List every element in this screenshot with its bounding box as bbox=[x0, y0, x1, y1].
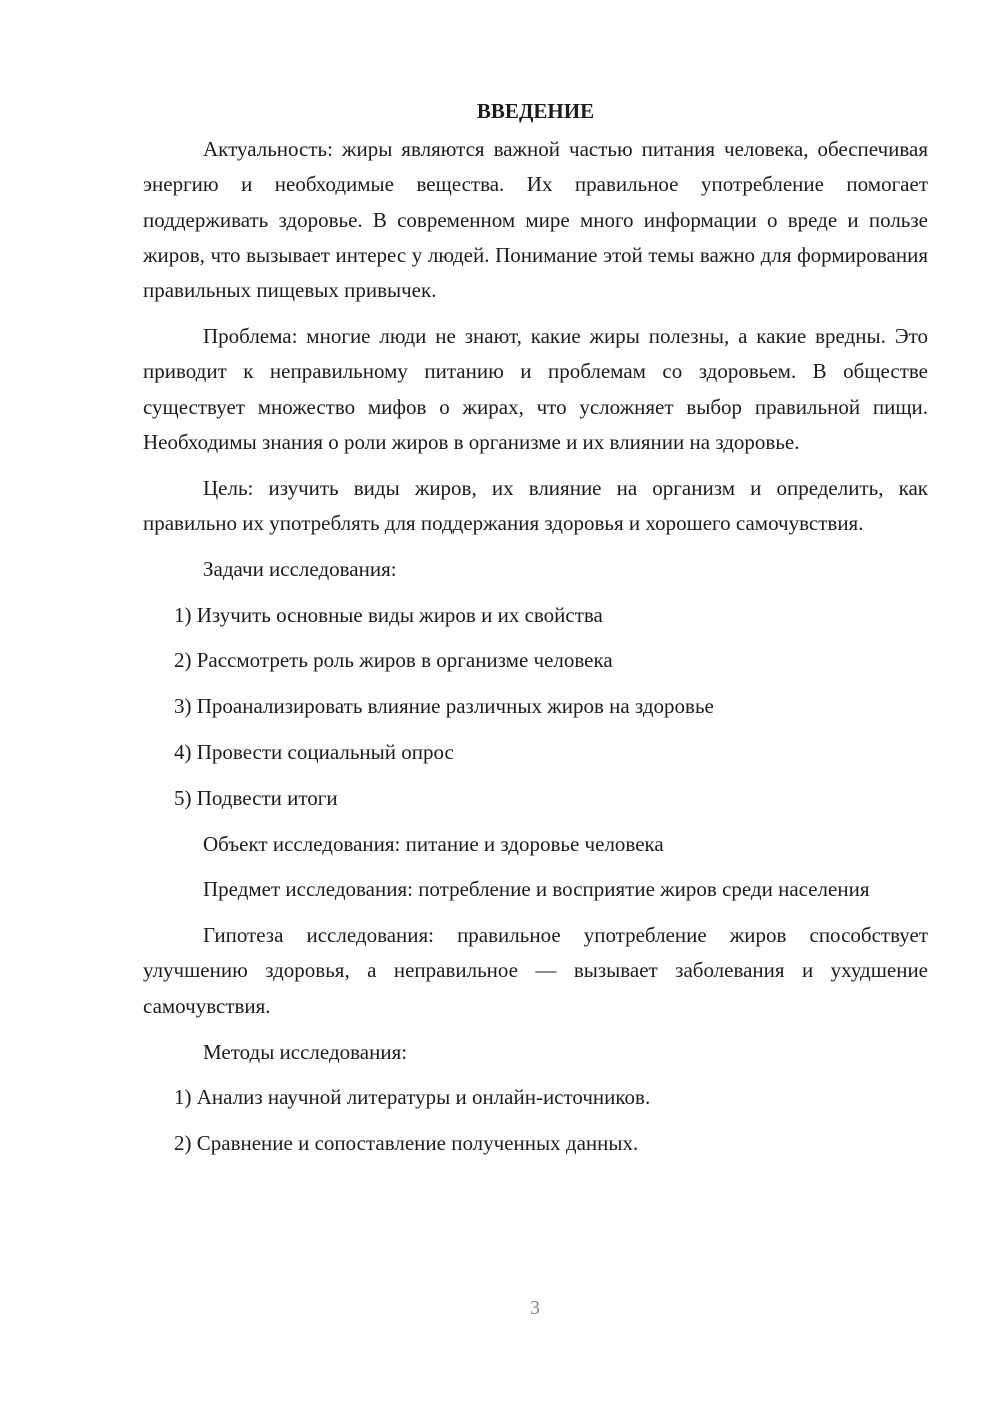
methods-title: Методы исследования: bbox=[203, 1039, 408, 1064]
task-item-4: 4) Провести социальный опрос bbox=[174, 739, 454, 764]
method-item-1: 1) Анализ научной литературы и онлайн-источников. bbox=[174, 1085, 651, 1110]
section-heading: ВВЕДЕНИЕ bbox=[476, 99, 595, 123]
task-item-1: 1) Изучить основные виды жиров и их свойства bbox=[174, 602, 603, 627]
tasks-title: Задачи исследования: bbox=[203, 556, 397, 581]
task-item-2: 2) Рассмотреть роль жиров в организме человека bbox=[174, 648, 613, 673]
document-page bbox=[143, 96, 928, 1172]
hypothesis-paragraph: Гипотеза исследования: правильное употребление жиров способствует улучшению здоровья, а неправильное — вызывает заболевания и ухудшение самочувствия. bbox=[143, 923, 928, 1018]
page-number: 3 bbox=[530, 1297, 540, 1319]
subject-paragraph: Предмет исследования: потребление и восприятие жиров среди населения bbox=[203, 877, 870, 902]
task-item-5: 5) Подвести итоги bbox=[174, 785, 338, 810]
problem-paragraph: Проблема: многие люди не знают, какие жиры полезны, а какие вредны. Это приводит к неправильному питанию и проблемам со здоровьем. В обществе существует множество мифов о жирах, что усложняет выбор правильной пищи. Необходимы знания о роли жиров в организме и их влиянии на здоровье. bbox=[143, 323, 928, 454]
object-paragraph: Объект исследования: питание и здоровье человека bbox=[203, 831, 664, 856]
method-item-2: 2) Сравнение и сопоставление полученных данных. bbox=[174, 1131, 639, 1156]
task-item-3: 3) Проанализировать влияние различных жиров на здоровье bbox=[174, 694, 714, 719]
goal-paragraph: Цель: изучить виды жиров, их влияние на организм и определить, как правильно их употреблять для поддержания здоровья и хорошего самочувствия. bbox=[143, 475, 928, 535]
relevance-paragraph: Актуальность: жиры являются важной частью питания человека, обеспечивая энергию и необходимые вещества. Их правильное употребление помогает поддерживать здоровье. В современном мире много информации о вреде и пользе жиров, что вызывает интерес у людей. Понимание этой темы важно для формирования правильных пищевых привычек. bbox=[143, 137, 928, 303]
